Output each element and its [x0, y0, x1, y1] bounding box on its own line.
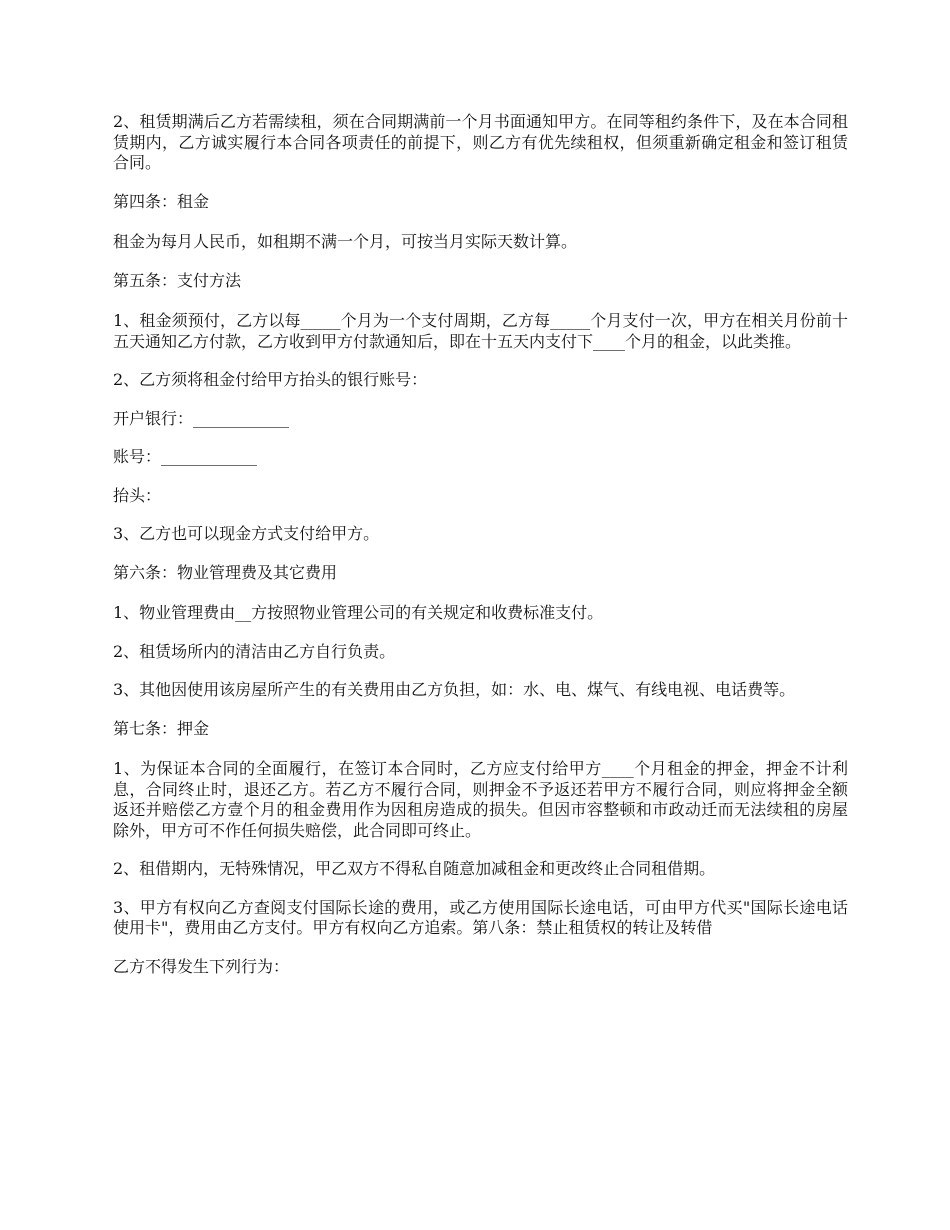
cleaning-clause: 2、租赁场所内的清洁由乙方自行负责。 — [113, 641, 396, 661]
rent-change-clause: 2、租借期内，无特殊情况，甲乙双方不得私自随意加减租金和更改终止合同租借期。 — [113, 859, 716, 878]
deposit-clause: 1、为保证本合同的全面履行，在签订本合同时，乙方应支付给甲方____个月租金的押金，押金不计利息，合同终止时，退还乙方。若乙方不履行合同，则押金不予返还若甲方不履行合同，则应将押金全额返还并赔偿乙方壹个月的租金费用作为因租房造成的损失。但因市容整顿和市政动迁而无法续租的房屋除外，甲方可不作任何损失赔偿，此合同即可终止。 — [113, 759, 848, 840]
property-fee-clause: 1、物业管理费由__方按照物业管理公司的有关规定和收费标准支付。 — [113, 603, 604, 622]
clause-renewal: 2、租赁期满后乙方若需续租，须在合同期满前一个月书面通知甲方。在同等租约条件下，及在本合同租赁期内，乙方诚实履行本合同各项责任的前提下，则乙方有优先续租权，但须重新确定租金和签订租赁合同。 — [113, 112, 848, 172]
other-fees-clause: 3、其他因使用该房屋所产生的有关费用由乙方负担，如：水、电、煤气、有线电视、电话费等。 — [113, 680, 796, 699]
article-4-heading: 第四条：租金 — [113, 191, 210, 211]
article-6-heading: 第六条：物业管理费及其它费用 — [113, 562, 338, 582]
rent-amount-clause: 租金为每月人民币，如租期不满一个月，可按当月实际天数计算。 — [113, 232, 578, 251]
long-distance-call-clause: 3、甲方有权向乙方查阅支付国际长途的费用，或乙方使用国际长途电话，可由甲方代买"国际长途电话使用卡"，费用由乙方支付。甲方有权向乙方追索。第八条：禁止租赁权的转让及转借 — [113, 897, 848, 937]
account-number-line: 账号：____________ — [113, 447, 258, 466]
article-5-heading: 第五条：支付方法 — [113, 270, 242, 290]
bank-name-line: 开户银行：____________ — [113, 408, 290, 428]
bank-account-clause: 2、乙方须将租金付给甲方抬头的银行账号： — [113, 370, 428, 389]
account-holder-line: 抬头： — [113, 485, 162, 505]
article-7-heading: 第七条：押金 — [113, 718, 210, 738]
prohibited-acts-intro: 乙方不得发生下列行为： — [113, 956, 290, 976]
payment-cycle-clause: 1、租金须预付，乙方以每_____个月为一个支付周期，乙方每_____个月支付一次，甲方在相关月份前十五天通知乙方付款，乙方收到甲方付款通知后，即在十五天内支付下____个月的租金，以此类推。 — [113, 311, 848, 351]
document-page — [113, 112, 848, 995]
cash-payment-clause: 3、乙方也可以现金方式支付给甲方。 — [113, 524, 380, 543]
